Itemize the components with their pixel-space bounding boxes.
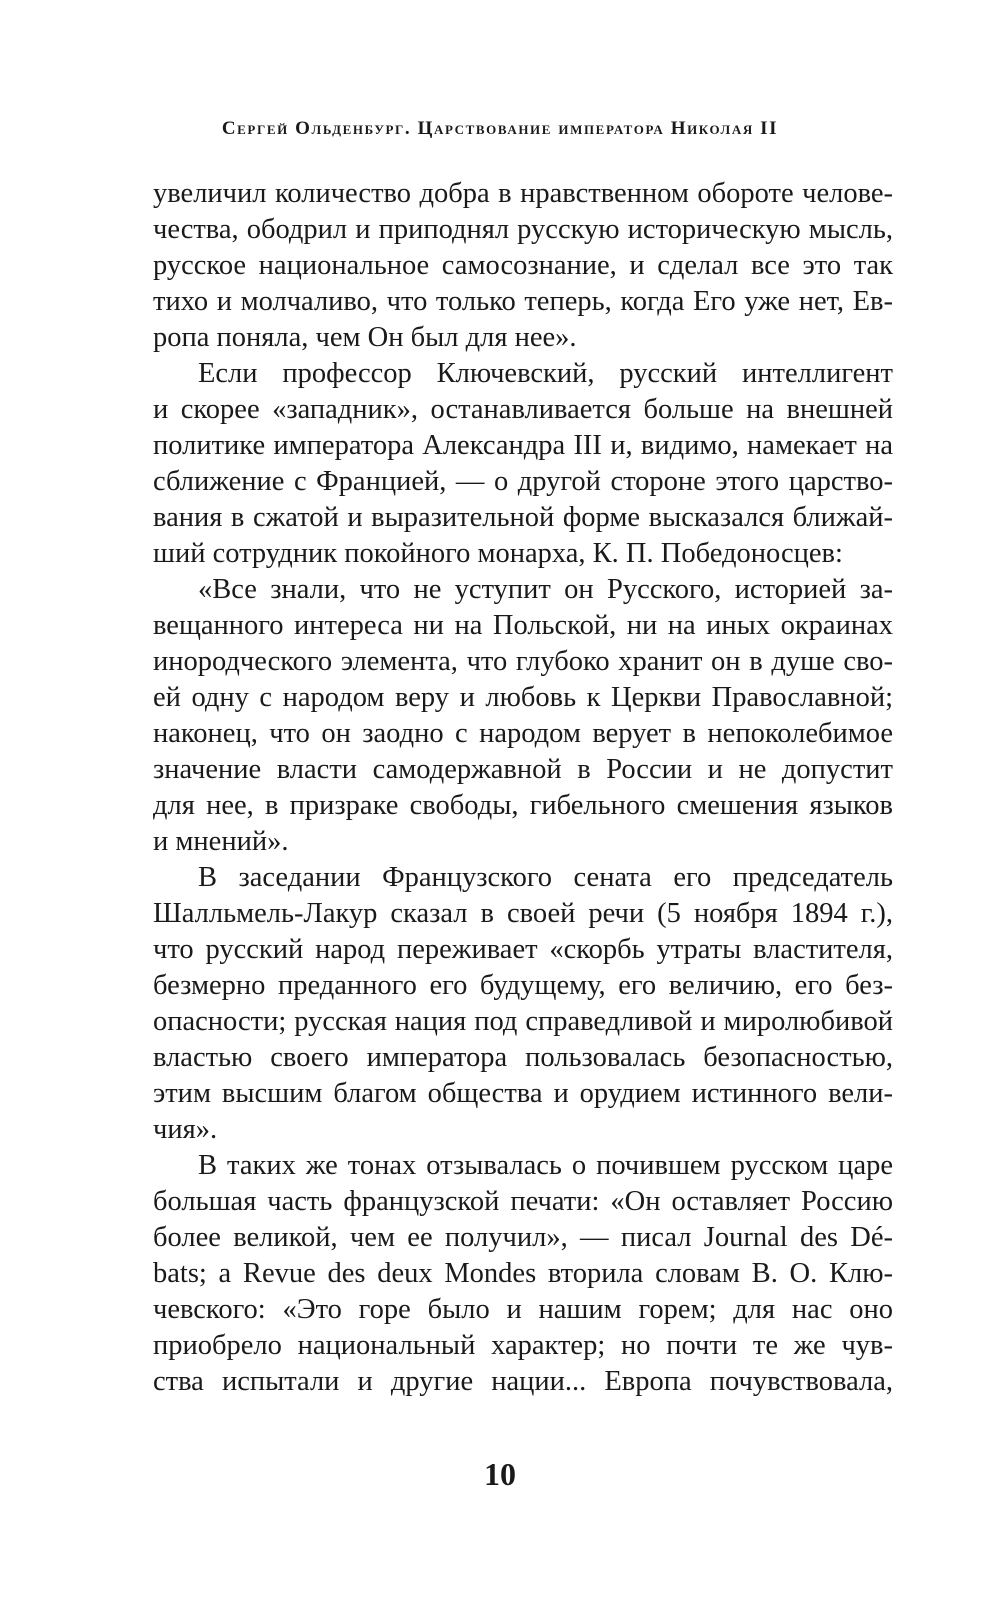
text-line: Если профессор Ключевский, русский интеллигент <box>198 358 893 389</box>
text-line: сближение с Францией, — о другой стороне этого царство- <box>153 466 893 497</box>
text-line: ший сотрудник покойного монарха, К. П. Победоносцев: <box>153 538 843 569</box>
text-line: безмерно преданного его будущему, его величию, его без- <box>153 970 893 1001</box>
text-line: тихо и молчаливо, что только теперь, когда Его уже нет, Ев- <box>153 286 893 317</box>
text-line: значение власти самодержавной в России и не допустит <box>153 754 893 785</box>
text-line: и скорее «западник», останавливается больше на внешней <box>153 394 893 425</box>
text-line: ства испытали и другие нации... Европа почувствовала, <box>153 1366 893 1397</box>
text-line: увеличил количество добра в нравственном обороте челове- <box>153 178 893 209</box>
text-line: В заседании Французского сената его председатель <box>198 862 893 893</box>
text-line: Шалльмель-Лакур сказал в своей речи (5 ноября 1894 г.), <box>153 898 893 929</box>
text-line: политике императора Александра III и, видимо, намекает на <box>153 430 893 461</box>
text-line: ей одну с народом веру и любовь к Церкви Православной; <box>153 682 893 713</box>
text-line: «Все знали, что не уступит он Русского, историей за- <box>198 574 893 605</box>
text-line: этим высшим благом общества и орудием истинного вели- <box>153 1078 893 1109</box>
text-line: наконец, что он заодно с народом верует в непоколебимое <box>153 718 893 749</box>
text-line: вания в сжатой и выразительной форме высказался ближай- <box>153 502 893 533</box>
text-line: более великой, чем ее получил», — писал Journal des Dé- <box>153 1222 893 1253</box>
text-line: русское национальное самосознание, и сделал все это так <box>153 250 893 281</box>
text-line: чевского: «Это горе было и нашим горем; для нас оно <box>153 1294 893 1325</box>
text-line: что русский народ переживает «скорбь утраты властителя, <box>153 934 893 965</box>
text-line: и мнений». <box>153 826 289 857</box>
text-line: чия». <box>153 1114 218 1145</box>
page-number: 10 <box>484 1456 516 1492</box>
text-line: вещанного интереса ни на Польской, ни на иных окраинах <box>153 610 893 641</box>
body-text <box>153 176 893 1400</box>
text-line: ропа поняла, чем Он был для нее». <box>153 322 577 353</box>
text-line: опасности; русская нация под справедливой и миролюбивой <box>153 1006 893 1037</box>
text-line: инородческого элемента, что глубоко хранит он в душе сво- <box>153 646 893 677</box>
text-line: для нее, в призраке свободы, гибельного смешения языков <box>153 790 893 821</box>
text-line: властью своего императора пользовалась безопасностью, <box>153 1042 893 1073</box>
text-line: чества, ободрил и приподнял русскую историческую мысль, <box>153 214 893 245</box>
text-line: В таких же тонах отзывалась о почившем русском царе <box>198 1150 893 1181</box>
text-line: приобрело национальный характер; но почти те же чув- <box>153 1330 893 1361</box>
running-head: Сергей Ольденбург. Царствование императора Николая II <box>221 118 779 139</box>
text-line: bats; а Revue des deux Mondes вторила словам В. О. Клю- <box>153 1258 893 1289</box>
text-line: большая часть французской печати: «Он оставляет Россию <box>153 1186 893 1217</box>
